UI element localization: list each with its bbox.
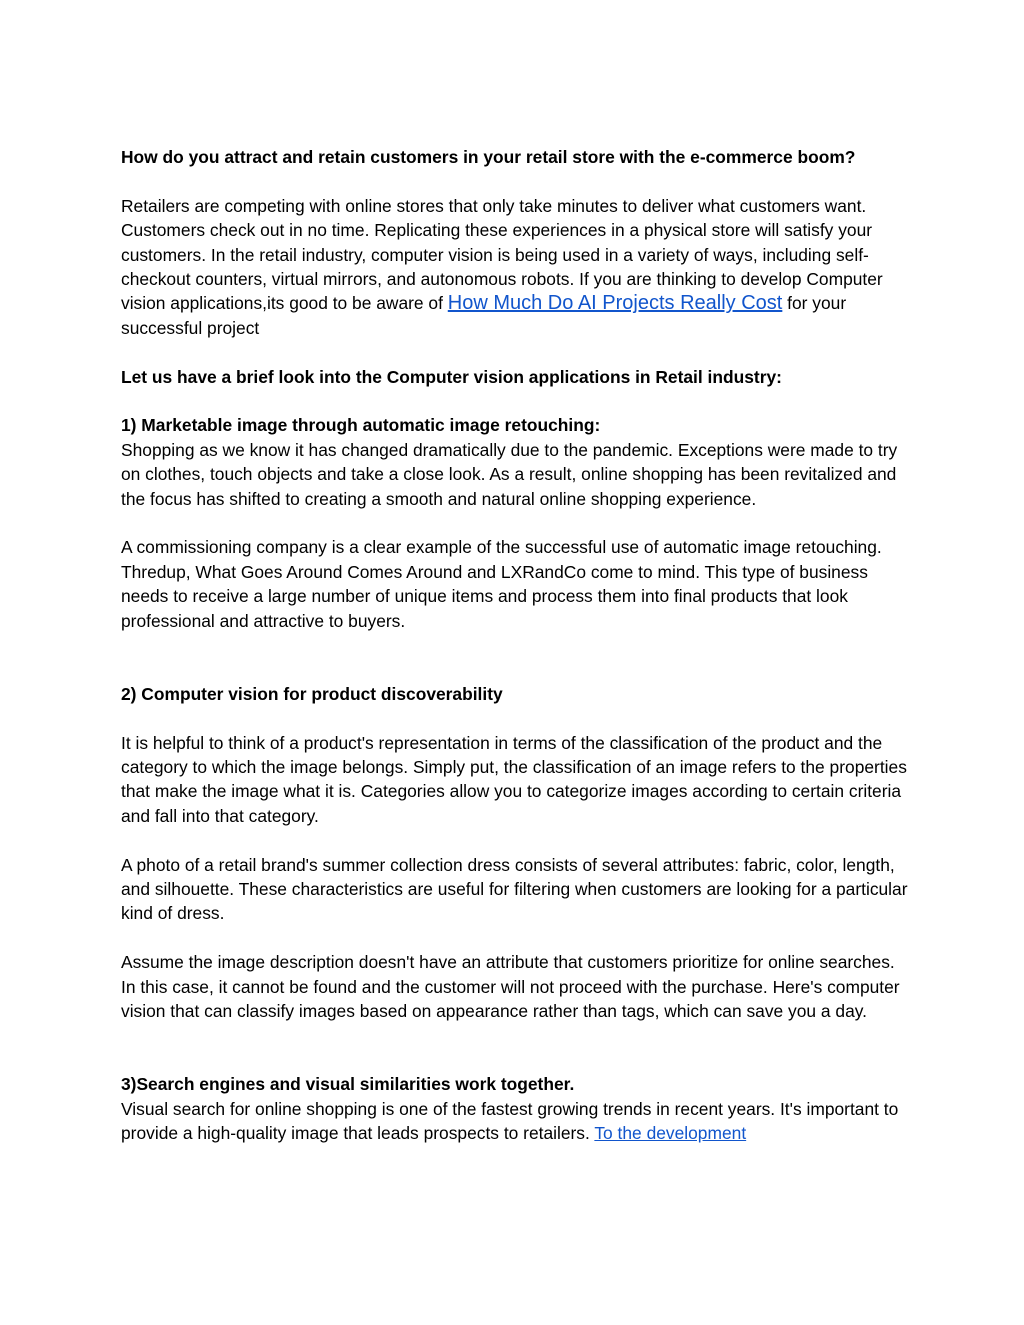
section-2-title: 2) Computer vision for product discoverability [121,683,503,704]
applications-heading: Let us have a brief look into the Computer vision applications in Retail industry: [121,366,782,387]
section-1-paragraph-1: Shopping as we know it has changed dramatically due to the pandemic. Exceptions were made to try on clothes, touch objects and take a close look. As a result, online shopping has been revitalized and the focus has shifted to creating a smooth and natural online shopping experience. [121,439,898,509]
section-1-title: 1) Marketable image through automatic image retouching: [121,415,601,436]
section-2-paragraph-1: It is helpful to think of a product's representation in terms of the classification of the product and the category to which the image belongs. Simply put, the classification of an image refers to the properties that make the image what it is. Categories allow you to categorize images according to certain criteria and fall into that category. [121,732,907,826]
section-1-paragraph-2: A commissioning company is a clear example of the successful use of automatic image retouching. Thredup, What Goes Around Comes Around and LXRandCo come to mind. This type of business needs to receive a large number of unique items and process them into final products that look professional and attractive to buyers. [121,537,882,631]
intro-paragraph [121,194,911,340]
section-2-paragraph-3: Assume the image description doesn't have an attribute that customers prioritize for online searches. In this case, it cannot be found and the customer will not proceed with the purchase. Here's computer vision that can classify images based on appearance rather than tags, which can save you a day. [121,952,900,1022]
spacer [121,511,911,535]
spacer [121,340,911,364]
section-3-paragraph [121,1097,911,1146]
intro-text-end: for your successful project [121,293,847,338]
spacer [121,389,911,413]
ai-projects-cost-link[interactable]: How Much Do AI Projects Really Cost [447,292,783,315]
section-3-title: 3)Search engines and visual similarities work together. [121,1074,575,1095]
intro-text: Retailers are competing with online stores that only take minutes to deliver what customers want. Customers check out in no time. Replicating these experiences in a physical store will satisfy your customers. In the retail industry, computer vision is being used in a variety of ways, including self-checkout counters, virtual mirrors, and autonomous robots. If you are thinking to develop Computer vision applications,its good to be aware of [121,195,883,314]
spacer [121,1024,911,1073]
spacer [121,706,911,730]
spacer [121,828,911,852]
main-question-heading: How do you attract and retain customers in your retail store with the e-commerce boom? [121,147,856,167]
development-link[interactable]: To the development [594,1123,747,1144]
spacer [121,926,911,950]
section-3-text: Visual search for online shopping is one of the fastest growing trends in recent years. It's important to provide a high-quality image that leads prospects to retailers. [121,1098,899,1144]
document-body [121,145,911,1146]
section-2-paragraph-2: A photo of a retail brand's summer collection dress consists of several attributes: fabric, color, length, and silhouette. These characteristics are useful for filtering when customers are looking for a particular kind of dress. [121,854,908,924]
spacer [121,633,911,682]
spacer [121,169,911,193]
